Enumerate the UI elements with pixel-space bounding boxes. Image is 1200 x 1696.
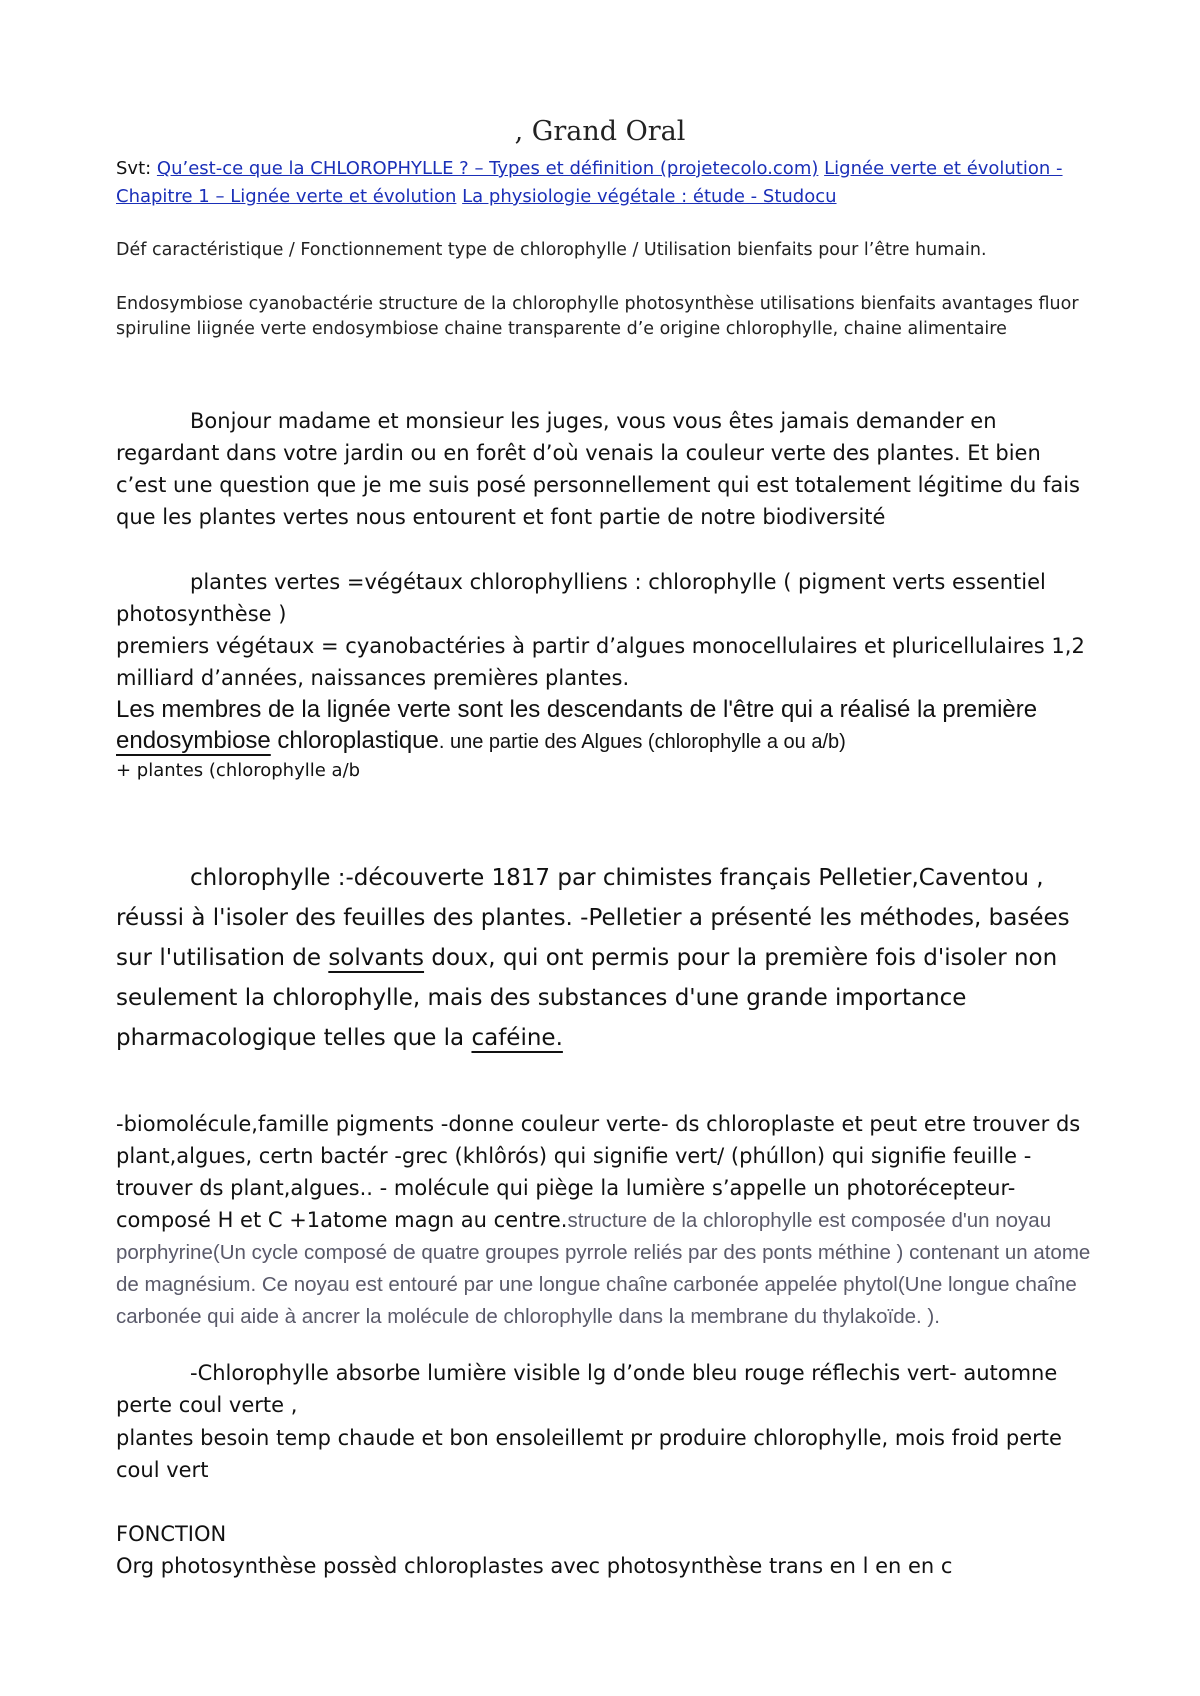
document-title: , Grand Oral (514, 116, 686, 147)
cafeine-link[interactable]: caféine. (471, 1025, 563, 1051)
biomolecule-text-a: -biomolécule,famille pigments -donne couleur verte- ds chloroplaste et peut etre trouver ds plant,algues, certn bactér -grec (khlôrós) qui signifie vert/ (phúllon) qui signifie feuille -trouver ds plant,algues.. - molécule qui piège la lumière s’appelle un photorécepteur- composé H et C +1atome magn au centre. (116, 1112, 1081, 1232)
biomolecule-paragraph (116, 1108, 1091, 1332)
lignee-text-c: . une partie des Algues (chlorophylle a ou a/b) (438, 731, 846, 753)
source-link-lignee-verte[interactable]: Lignée verte et évolution - Chapitre 1 – Lignée verte et évolution (116, 158, 1063, 207)
source-link-studocu[interactable]: La physiologie végétale : étude - Studocu (462, 186, 837, 207)
plan-line: Déf caractéristique / Fonctionnement type de chlorophylle / Utilisation bienfaits pour l’être humain. (116, 240, 987, 260)
endosymbiose-link[interactable]: endosymbiose (116, 727, 271, 754)
decouverte-text-b: doux, qui ont permis pour la première fois d'isoler non seulement la chlorophylle, mais des substances d'une grande importance pharmacologique telles que la (116, 945, 1058, 1051)
lignee-text-b: chloroplastique (270, 727, 439, 754)
sources-prefix: Svt: (116, 158, 157, 179)
lignee-text-a: Les membres de la lignée verte sont les descendants de l'être qui a réalisé la première (116, 696, 1038, 723)
sources-line (116, 155, 1096, 211)
temperature-line: plantes besoin temp chaude et bon ensoleillemt pr produire chlorophylle, mois froid perte coul vert (116, 1426, 1062, 1482)
plantes-vertes-line: plantes vertes =végétaux chlorophylliens : chlorophylle ( pigment verts essentiel photosynthèse ) (116, 570, 1046, 626)
absorption-lumiere-line: -Chlorophylle absorbe lumière visible lg d’onde bleu rouge réflechis vert- automne perte coul verte , (116, 1361, 1058, 1417)
fonction-text: Org photosynthèse possèd chloroplastes avec photosynthèse trans en l en en c (116, 1554, 953, 1578)
fonction-heading: FONCTION (116, 1522, 227, 1546)
premiers-vegetaux-line: premiers végétaux = cyanobactéries à partir d’algues monocellulaires et pluricellulaires 1,2 milliard d’années, naissances premières plantes. (116, 634, 1085, 690)
keywords-paragraph: Endosymbiose cyanobactérie structure de la chlorophylle photosynthèse utilisations bienfaits avantages fluor spiruline liignée verte endosymbiose chaine transparente d’e origine chlorophylle, chaine alimentaire (116, 294, 1079, 339)
lignee-text-d: + plantes (chlorophylle a/b (116, 760, 361, 781)
intro-paragraph: Bonjour madame et monsieur les juges, vous vous êtes jamais demander en regardant dans votre jardin ou en forêt d’où venais la couleur verte des plantes. Et bien c’est une question que je me suis posé personnellement qui est totalement légitime du fais que les plantes vertes nous entourent et font partie de notre biodiversité (116, 409, 1080, 529)
decouverte-paragraph (116, 858, 1076, 1058)
source-link-projetecolo[interactable]: Qu’est-ce que la CHLOROPHYLLE ? – Types et définition (projetecolo.com) (156, 158, 819, 179)
structure-chlorophylle-text: structure de la chlorophylle est composée d'un noyau porphyrine(Un cycle composé de quatre groupes pyrrole reliés par des ponts méthine ) contenant un atome de magnésium. Ce noyau est entouré par une longue chaîne carbonée appelée phytol(Une longue chaîne carbonée qui aide à ancrer la molécule de chlorophylle dans la membrane du thylakoïde. ). (116, 1209, 1091, 1328)
lignee-verte-paragraph (116, 694, 1096, 758)
decouverte-text-a: chlorophylle :-découverte 1817 par chimistes français Pelletier,Caventou , réussi à l'isoler des feuilles des plantes. -Pelletier a présenté les méthodes, basées sur l'utilisation de (116, 865, 1070, 971)
solvants-link[interactable]: solvants (328, 945, 425, 971)
